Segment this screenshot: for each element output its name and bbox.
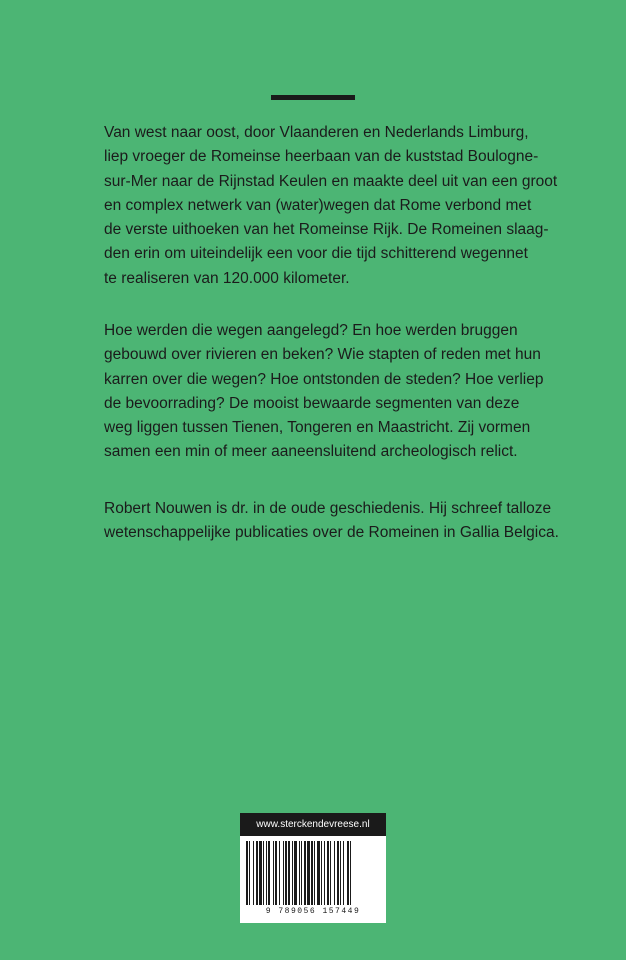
- barcode-bar: [279, 841, 280, 905]
- blurb-paragraph-2: [104, 319, 544, 465]
- barcode-bar: [288, 841, 290, 905]
- barcode-bar: [304, 841, 306, 905]
- isbn-barcode: [240, 813, 386, 923]
- publisher-website: www.sterckendevreese.nl: [240, 813, 386, 836]
- barcode-bar: [268, 841, 270, 905]
- text-line: Robert Nouwen is dr. in de oude geschiedenis. Hij schreef talloze: [104, 500, 552, 517]
- text-line: Hoe werden die wegen aangelegd? En hoe werden bruggen: [104, 322, 518, 339]
- text-line: wetenschappelijke publicaties over de Romeinen in Gallia Belgica.: [104, 524, 559, 542]
- text-line: en complex netwerk van (water)wegen dat Rome verbond met: [104, 196, 532, 214]
- barcode-bar: [249, 841, 250, 905]
- text-line: den erin om uiteindelijk een voor die tijd schitterend wegennet: [104, 245, 528, 263]
- barcode-bar: [334, 841, 335, 905]
- text-line: karren over die wegen? Hoe ontstonden de steden? Hoe verliep: [104, 370, 544, 388]
- text-line: liep vroeger de Romeinse heerbaan van de kuststad Boulogne-: [104, 148, 539, 166]
- barcode-bar: [343, 841, 344, 905]
- barcode-bar: [347, 841, 349, 905]
- text-line: te realiseren van 120.000 kilometer.: [104, 269, 350, 287]
- barcode-bar: [283, 841, 284, 905]
- barcode-bar: [311, 841, 313, 905]
- barcode-bar: [337, 841, 339, 905]
- barcode-bar: [246, 841, 248, 905]
- text-line: weg liggen tussen Tienen, Tongeren en Maastricht. Zij vormen: [104, 419, 531, 437]
- barcode-bar: [256, 841, 258, 905]
- text-line: sur-Mer naar de Rijnstad Keulen en maakte deel uit van een groot: [104, 172, 558, 190]
- barcode-bar: [307, 841, 310, 905]
- barcode-bar: [285, 841, 287, 905]
- text-line: Van west naar oost, door Vlaanderen en Nederlands Limburg,: [104, 124, 529, 141]
- barcode-bar: [317, 841, 320, 905]
- barcode-bar: [314, 841, 315, 905]
- barcode-bar: [294, 841, 297, 905]
- decorative-rule: [271, 95, 355, 100]
- blurb-paragraph-1: [104, 121, 558, 291]
- author-bio: [104, 497, 559, 546]
- text-line: samen een min of meer aaneensluitend archeologisch relict.: [104, 443, 518, 461]
- barcode-bar: [301, 841, 302, 905]
- isbn-digits: 9 789056 157449: [265, 907, 361, 916]
- text-line: de bevoorrading? De mooist bewaarde segmenten van deze: [104, 394, 520, 412]
- barcode-bar: [330, 841, 331, 905]
- text-line: de verste uithoeken van het Romeinse Rijk. De Romeinen slaag-: [104, 221, 549, 239]
- barcode-bar: [273, 841, 274, 905]
- barcode-bar: [324, 841, 325, 905]
- barcode-bar: [253, 841, 254, 905]
- barcode-bar: [350, 841, 351, 905]
- barcode-bar: [321, 841, 322, 905]
- barcode-bar: [327, 841, 329, 905]
- barcode-bar: [340, 841, 341, 905]
- barcode-bar: [275, 841, 277, 905]
- barcode-bar: [299, 841, 300, 905]
- text-line: gebouwd over rivieren en beken? Wie stapten of reden met hun: [104, 346, 541, 364]
- barcode-bar: [266, 841, 267, 905]
- barcode-bars: [246, 841, 380, 905]
- barcode-bar: [292, 841, 293, 905]
- barcode-bar: [263, 841, 264, 905]
- barcode-bar: [259, 841, 262, 905]
